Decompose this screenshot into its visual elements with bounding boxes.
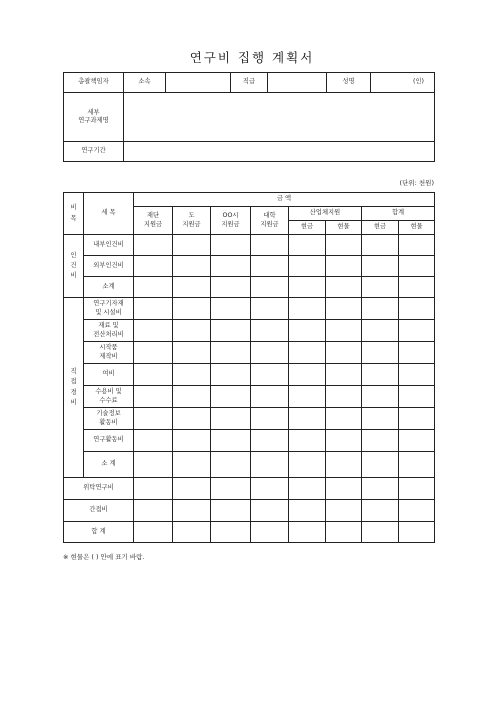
direct-cell[interactable] bbox=[399, 386, 435, 408]
labor-cell[interactable] bbox=[326, 277, 362, 298]
direct-cell[interactable] bbox=[326, 364, 362, 386]
direct-row-label: 여비 bbox=[84, 364, 134, 386]
footnote: ※ 현물은 ( ) 안에 표기 바람. bbox=[63, 553, 145, 561]
direct-cell[interactable] bbox=[173, 364, 211, 386]
labor-row-label: 외부인건비 bbox=[84, 256, 134, 277]
direct-cell[interactable] bbox=[289, 298, 326, 320]
sum-cell[interactable] bbox=[251, 522, 289, 543]
direct-cell[interactable] bbox=[362, 452, 399, 478]
labor-group-label: 인 건 비 bbox=[64, 235, 84, 298]
labor-cell[interactable] bbox=[251, 235, 289, 256]
col-city-header: OO시 지원금 bbox=[211, 207, 251, 235]
col-total-header: 합계 bbox=[362, 207, 435, 221]
researcher-info-table bbox=[63, 72, 435, 162]
consign-cell[interactable] bbox=[251, 478, 289, 500]
direct-row-label: 기술정보 활동비 bbox=[84, 408, 134, 430]
indirect-cell[interactable] bbox=[134, 500, 173, 522]
consign-cell[interactable] bbox=[326, 478, 362, 500]
direct-cell[interactable] bbox=[251, 430, 289, 452]
direct-cell[interactable] bbox=[134, 320, 173, 342]
labor-cell[interactable] bbox=[251, 256, 289, 277]
sum-row-label: 합 계 bbox=[64, 522, 134, 543]
direct-cell[interactable] bbox=[326, 298, 362, 320]
labor-cell[interactable] bbox=[251, 277, 289, 298]
total-inkind-header: 현물 bbox=[399, 221, 435, 235]
consign-cell[interactable] bbox=[211, 478, 251, 500]
consign-cell[interactable] bbox=[173, 478, 211, 500]
direct-cell[interactable] bbox=[289, 430, 326, 452]
direct-cell[interactable] bbox=[326, 320, 362, 342]
direct-cell[interactable] bbox=[173, 298, 211, 320]
labor-cell[interactable] bbox=[134, 235, 173, 256]
labor-cell[interactable] bbox=[289, 277, 326, 298]
direct-cell[interactable] bbox=[362, 408, 399, 430]
direct-cell[interactable] bbox=[211, 386, 251, 408]
col-foundation-header: 재단 지원금 bbox=[134, 207, 173, 235]
direct-cell[interactable] bbox=[362, 364, 399, 386]
indirect-cell[interactable] bbox=[326, 500, 362, 522]
direct-cell[interactable] bbox=[289, 452, 326, 478]
indirect-cell[interactable] bbox=[289, 500, 326, 522]
direct-cell[interactable] bbox=[326, 430, 362, 452]
position-label: 직급 bbox=[231, 73, 268, 93]
direct-cell[interactable] bbox=[251, 342, 289, 364]
direct-cell[interactable] bbox=[211, 320, 251, 342]
direct-cell[interactable] bbox=[134, 342, 173, 364]
labor-row-label: 소계 bbox=[84, 277, 134, 298]
period-field[interactable] bbox=[124, 142, 435, 162]
sum-cell[interactable] bbox=[134, 522, 173, 543]
direct-cell[interactable] bbox=[326, 342, 362, 364]
direct-cell[interactable] bbox=[399, 298, 435, 320]
direct-cell[interactable] bbox=[134, 364, 173, 386]
direct-cell[interactable] bbox=[399, 320, 435, 342]
sum-cell[interactable] bbox=[362, 522, 399, 543]
labor-cell[interactable] bbox=[173, 256, 211, 277]
consign-cell[interactable] bbox=[134, 478, 173, 500]
position-field[interactable] bbox=[268, 73, 327, 93]
labor-cell[interactable] bbox=[326, 235, 362, 256]
direct-group-label: 직 접 경 비 bbox=[64, 298, 84, 478]
direct-cell[interactable] bbox=[251, 364, 289, 386]
direct-cell[interactable] bbox=[326, 386, 362, 408]
industry-inkind-header: 현물 bbox=[326, 221, 362, 235]
consign-cell[interactable] bbox=[362, 478, 399, 500]
project-name-field[interactable] bbox=[124, 93, 435, 142]
direct-cell[interactable] bbox=[362, 342, 399, 364]
unit-label: (단위: 천원) bbox=[399, 179, 434, 187]
project-name-label bbox=[64, 93, 124, 142]
direct-cell[interactable] bbox=[211, 408, 251, 430]
labor-cell[interactable] bbox=[134, 277, 173, 298]
consign-row-label: 위탁연구비 bbox=[64, 478, 134, 500]
document-title: 연구비 집행 계획서 bbox=[189, 50, 315, 65]
direct-cell[interactable] bbox=[134, 430, 173, 452]
direct-cell[interactable] bbox=[134, 452, 173, 478]
direct-cell[interactable] bbox=[362, 320, 399, 342]
amount-header: 금 액 bbox=[134, 193, 435, 207]
direct-cell[interactable] bbox=[289, 320, 326, 342]
labor-cell[interactable] bbox=[399, 235, 435, 256]
direct-cell[interactable] bbox=[211, 452, 251, 478]
labor-cell[interactable] bbox=[289, 235, 326, 256]
labor-cell[interactable] bbox=[211, 235, 251, 256]
labor-cell[interactable] bbox=[362, 256, 399, 277]
labor-cell[interactable] bbox=[211, 256, 251, 277]
consign-cell[interactable] bbox=[289, 478, 326, 500]
labor-cell[interactable] bbox=[362, 235, 399, 256]
labor-cell[interactable] bbox=[173, 235, 211, 256]
item-header: 비 목 bbox=[64, 193, 84, 235]
direct-row-label: 시작품 제작비 bbox=[84, 342, 134, 364]
direct-cell[interactable] bbox=[362, 298, 399, 320]
direct-cell[interactable] bbox=[211, 342, 251, 364]
direct-cell[interactable] bbox=[289, 342, 326, 364]
labor-cell[interactable] bbox=[326, 256, 362, 277]
direct-cell[interactable] bbox=[251, 408, 289, 430]
labor-cell[interactable] bbox=[362, 277, 399, 298]
direct-cell[interactable] bbox=[173, 430, 211, 452]
direct-cell[interactable] bbox=[399, 408, 435, 430]
col-university-header: 대학 지원금 bbox=[251, 207, 289, 235]
project-label-line1: 세부 bbox=[87, 108, 100, 116]
sum-cell[interactable] bbox=[289, 522, 326, 543]
col-province-header: 도 지원금 bbox=[173, 207, 211, 235]
labor-cell[interactable] bbox=[399, 256, 435, 277]
sum-cell[interactable] bbox=[326, 522, 362, 543]
direct-cell[interactable] bbox=[211, 364, 251, 386]
direct-cell[interactable] bbox=[326, 452, 362, 478]
direct-cell[interactable] bbox=[173, 452, 211, 478]
indirect-cell[interactable] bbox=[211, 500, 251, 522]
direct-cell[interactable] bbox=[134, 408, 173, 430]
period-label: 연구기간 bbox=[64, 142, 124, 162]
direct-cell[interactable] bbox=[399, 342, 435, 364]
direct-cell[interactable] bbox=[289, 408, 326, 430]
direct-cell[interactable] bbox=[326, 408, 362, 430]
direct-cell[interactable] bbox=[134, 298, 173, 320]
direct-cell[interactable] bbox=[211, 430, 251, 452]
col-industry-header: 산업체지원 bbox=[289, 207, 362, 221]
direct-cell[interactable] bbox=[251, 452, 289, 478]
direct-cell[interactable] bbox=[173, 320, 211, 342]
direct-cell[interactable] bbox=[173, 342, 211, 364]
sum-cell[interactable] bbox=[211, 522, 251, 543]
affiliation-field[interactable] bbox=[166, 73, 231, 93]
total-cash-header: 현금 bbox=[362, 221, 399, 235]
indirect-cell[interactable] bbox=[399, 500, 435, 522]
project-label-line2: 연구과제명 bbox=[78, 117, 109, 124]
direct-cell[interactable] bbox=[251, 386, 289, 408]
direct-row-label: 수용비 및 수수료 bbox=[84, 386, 134, 408]
labor-cell[interactable] bbox=[134, 256, 173, 277]
direct-cell[interactable] bbox=[399, 452, 435, 478]
direct-cell[interactable] bbox=[399, 364, 435, 386]
seal-field[interactable]: (인) bbox=[371, 73, 435, 93]
labor-cell[interactable] bbox=[211, 277, 251, 298]
affiliation-label: 소속 bbox=[124, 73, 166, 93]
consign-cell[interactable] bbox=[399, 478, 435, 500]
direct-row-label: 연구활동비 bbox=[84, 430, 134, 452]
indirect-row-label: 간접비 bbox=[64, 500, 134, 522]
detail-header: 세 목 bbox=[84, 193, 134, 235]
indirect-cell[interactable] bbox=[251, 500, 289, 522]
direct-cell[interactable] bbox=[173, 386, 211, 408]
budget-table bbox=[63, 192, 435, 543]
direct-cell[interactable] bbox=[173, 408, 211, 430]
direct-cell[interactable] bbox=[362, 430, 399, 452]
direct-cell[interactable] bbox=[399, 430, 435, 452]
sum-cell[interactable] bbox=[173, 522, 211, 543]
labor-cell[interactable] bbox=[173, 277, 211, 298]
name-label: 성명 bbox=[327, 73, 371, 93]
sum-cell[interactable] bbox=[399, 522, 435, 543]
labor-row-label: 내부인건비 bbox=[84, 235, 134, 256]
direct-cell[interactable] bbox=[362, 386, 399, 408]
labor-cell[interactable] bbox=[399, 277, 435, 298]
direct-cell[interactable] bbox=[289, 386, 326, 408]
direct-cell[interactable] bbox=[134, 386, 173, 408]
labor-cell[interactable] bbox=[289, 256, 326, 277]
direct-cell[interactable] bbox=[251, 320, 289, 342]
direct-row-label: 연구기자재 및 시설비 bbox=[84, 298, 134, 320]
direct-cell[interactable] bbox=[211, 298, 251, 320]
direct-row-label: 소 계 bbox=[84, 452, 134, 478]
direct-cell[interactable] bbox=[289, 364, 326, 386]
industry-cash-header: 현금 bbox=[289, 221, 326, 235]
direct-row-label: 재료 및 전산처리비 bbox=[84, 320, 134, 342]
indirect-cell[interactable] bbox=[173, 500, 211, 522]
direct-cell[interactable] bbox=[251, 298, 289, 320]
manager-label: 총괄책임자 bbox=[64, 73, 124, 93]
indirect-cell[interactable] bbox=[362, 500, 399, 522]
